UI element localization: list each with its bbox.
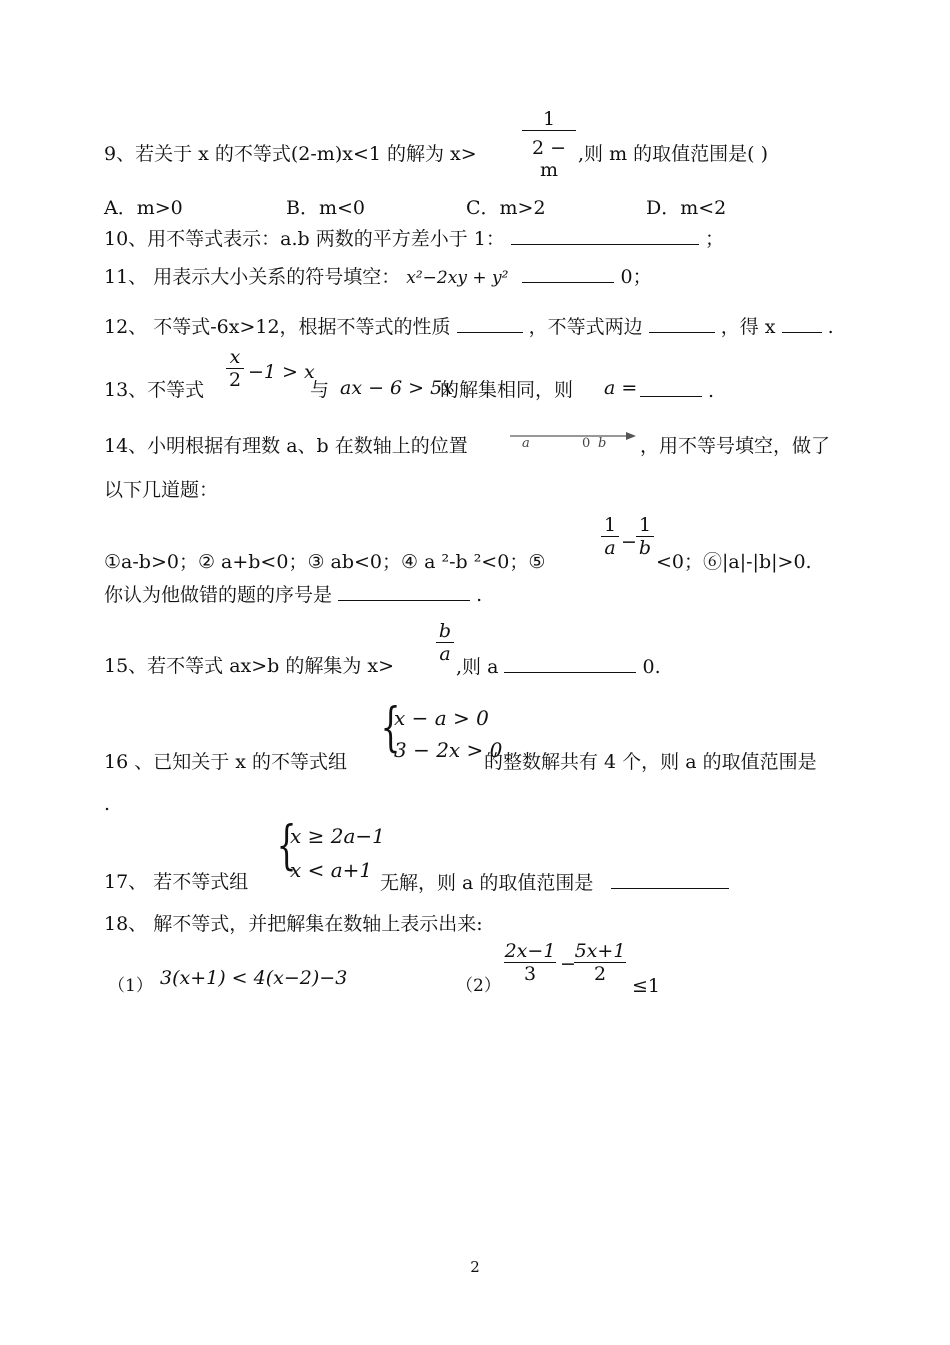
q16-text1: 16 、已知关于 x 的不等式组 bbox=[104, 751, 348, 773]
q12-blank3 bbox=[782, 314, 822, 333]
q13-text3: 的解集相同，则 bbox=[440, 379, 574, 401]
q11-blank bbox=[522, 264, 614, 283]
q14-number-line bbox=[508, 428, 636, 456]
q12-blank2 bbox=[649, 314, 715, 333]
q16-text2: 的整数解共有 4 个，则 a 的取值范围是 bbox=[484, 751, 817, 773]
q10-text: 10、用不等式表示：a.b 两数的平方差小于 1： bbox=[104, 228, 505, 250]
q16-eq2: 3 − 2x > 0 bbox=[394, 738, 503, 762]
q12-text3: ，得 x bbox=[720, 316, 776, 338]
q18-p2-frac1-den: 3 bbox=[523, 963, 537, 985]
q11-text: 11、 用表示大小关系的符号填空： bbox=[104, 266, 401, 288]
q11-expr: x²−2xy + y² bbox=[406, 268, 509, 288]
q9-text-after-span: ,则 m 的取值范围是( ) bbox=[578, 143, 769, 165]
q14-minus: − bbox=[621, 531, 637, 553]
q11-end: 0； bbox=[620, 266, 652, 288]
q14-frac2 bbox=[636, 514, 654, 559]
q12-line bbox=[104, 314, 834, 339]
q18-p2-label: （2） bbox=[456, 976, 501, 996]
q10-end: ； bbox=[704, 228, 724, 250]
q15-end: 0. bbox=[642, 656, 661, 678]
q9-text-after bbox=[578, 142, 768, 166]
q16-brace: { bbox=[380, 698, 401, 758]
q14-items2: <0；⑥|a|-|b|>0. bbox=[656, 551, 812, 573]
q14-frac2-num: 1 bbox=[638, 514, 652, 536]
q13-fraction bbox=[226, 346, 244, 391]
q17-eq2: x < a+1 bbox=[290, 858, 373, 882]
q18-p2-minus: − bbox=[560, 953, 576, 975]
q9-option-c: C．m>2 bbox=[466, 197, 546, 219]
q9-frac-den: 2 − m bbox=[531, 137, 567, 181]
q9-fraction bbox=[522, 108, 576, 181]
q9-option-d: D．m<2 bbox=[646, 197, 727, 219]
q14-frac1-den: a bbox=[604, 537, 616, 559]
q17-text1: 17、 若不等式组 bbox=[104, 871, 249, 893]
q10-blank bbox=[511, 226, 699, 245]
q12-end: . bbox=[827, 316, 834, 338]
q13-text1: 13、不等式 bbox=[104, 379, 205, 401]
q9-frac-bar bbox=[522, 130, 576, 131]
q13-blank bbox=[640, 378, 702, 397]
q18-p1-label: （1） bbox=[108, 976, 153, 996]
q15-text1: 15、若不等式 ax>b 的解集为 x> bbox=[104, 655, 395, 677]
q17-eq1: x ≥ 2a−1 bbox=[290, 824, 385, 848]
q18-p2-frac2 bbox=[574, 940, 626, 985]
q15-frac-num: b bbox=[438, 620, 452, 642]
q13-blank-line bbox=[640, 378, 714, 403]
q14-text1: 14、小明根据有理数 a、b 在数轴上的位置 bbox=[104, 435, 468, 457]
q15-blank bbox=[504, 654, 636, 673]
q16-text3: . bbox=[104, 793, 111, 815]
q15-answer-line bbox=[456, 654, 661, 679]
q14-items1: ①a-b>0；② a+b<0；③ ab<0；④ a ²-b ²<0；⑤ bbox=[104, 551, 546, 573]
q15-text2: ,则 a bbox=[456, 656, 499, 678]
q14-frac2-den: b bbox=[638, 537, 652, 559]
q15-frac-den: a bbox=[439, 643, 451, 665]
q12-blank1 bbox=[457, 314, 523, 333]
q14-answer-line bbox=[104, 582, 482, 607]
q14-axis-label-a: a bbox=[522, 436, 530, 451]
q16-eq1: x − a > 0 bbox=[394, 706, 489, 730]
q15-fraction bbox=[436, 620, 454, 665]
q13-frac-den: 2 bbox=[228, 369, 242, 391]
q12-text2: ，不等式两边 bbox=[528, 316, 643, 338]
q14-text4: 你认为他做错的题的序号是 bbox=[104, 584, 333, 606]
q9-text-before: 9、若关于 x 的不等式(2-m)x<1 的解为 x> bbox=[104, 143, 477, 165]
q14-frac1 bbox=[601, 514, 619, 559]
q13-expr2: ax − 6 > 5x bbox=[340, 377, 453, 399]
q14-axis-label-0: 0 bbox=[582, 436, 591, 451]
q14-axis-label-b: b bbox=[598, 436, 607, 451]
q14-blank bbox=[338, 582, 470, 601]
q13-expr3: a = bbox=[604, 377, 638, 399]
q9-frac-num: 1 bbox=[542, 108, 556, 130]
q18-p2-frac1 bbox=[504, 940, 556, 985]
q9-option-b: B．m<0 bbox=[286, 197, 365, 219]
q11-line bbox=[104, 264, 652, 290]
q18-p2-frac2-num: 5x+1 bbox=[574, 940, 626, 962]
q13-expr1-tail: −1 > x bbox=[248, 361, 315, 383]
q13-end: . bbox=[708, 380, 715, 402]
page-number: 2 bbox=[470, 1258, 480, 1276]
q17-brace: { bbox=[276, 816, 297, 876]
q14-end: . bbox=[476, 584, 483, 606]
q18-p2-frac1-num: 2x−1 bbox=[504, 940, 556, 962]
q14-text3: 以下几道题： bbox=[104, 479, 219, 501]
q17-answer-line bbox=[380, 870, 729, 895]
q18-p1-expr: 3(x+1) < 4(x−2)−3 bbox=[160, 967, 348, 989]
q14-text2: ，用不等号填空，做了 bbox=[640, 435, 831, 457]
q17-text2: 无解，则 a 的取值范围是 bbox=[380, 872, 594, 894]
q12-text1: 12、 不等式-6x>12，根据不等式的性质 bbox=[104, 316, 451, 338]
q10-line bbox=[104, 226, 724, 251]
q13-frac-num: x bbox=[229, 346, 241, 368]
q13-text2: 与 bbox=[310, 379, 330, 401]
q14-frac1-num: 1 bbox=[603, 514, 617, 536]
q17-blank bbox=[611, 870, 729, 889]
q9-option-a: A．m>0 bbox=[104, 197, 183, 219]
q18-p2-frac2-den: 2 bbox=[593, 963, 607, 985]
q18-text: 18、 解不等式，并把解集在数轴上表示出来: bbox=[104, 913, 483, 935]
q9-text bbox=[104, 142, 477, 166]
q18-p2-end: ≤1 bbox=[632, 975, 661, 997]
